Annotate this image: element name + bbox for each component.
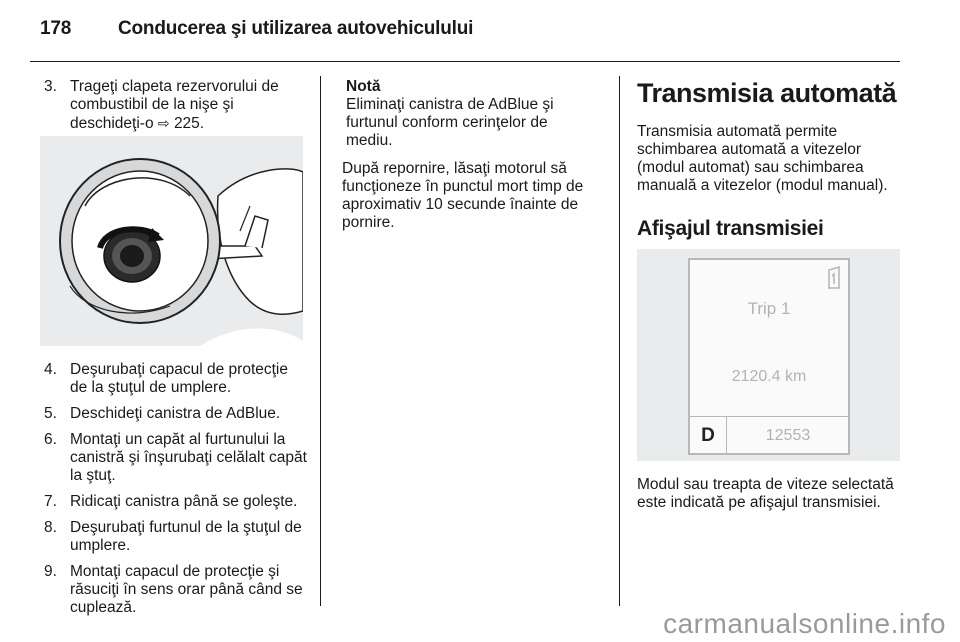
transmission-display-figure	[637, 249, 900, 461]
step-text: Ridicaţi canistra până se goleşte.	[70, 493, 298, 510]
subsection-heading: Afişajul transmisiei	[637, 217, 824, 240]
fuel-flap-figure	[40, 136, 303, 346]
caption: Modul sau treapta de viteze selectată este indicată pe afişajul transmisiei.	[637, 476, 894, 511]
step-9	[44, 563, 308, 617]
page-number: 178	[40, 18, 72, 39]
step-number: 6.	[44, 431, 57, 448]
odometer-value: 12553	[765, 427, 811, 444]
step-4	[44, 361, 308, 397]
section-heading: Transmisia automată	[637, 78, 897, 108]
step-number: 5.	[44, 405, 57, 422]
trip-reset-icon	[826, 266, 842, 290]
note-block	[342, 78, 594, 150]
left-column	[44, 78, 306, 141]
gear-row	[690, 416, 848, 454]
fuel-filler-illustration	[40, 136, 303, 346]
page-ref-arrow-icon: ⇨	[157, 115, 170, 131]
note-text: Eliminaţi canistra de AdBlue şi furtunul conform cerinţelor de mediu.	[346, 96, 554, 149]
steps-list	[44, 361, 308, 625]
step-text: Deschideţi canistra de AdBlue.	[70, 405, 281, 422]
step-number: 9.	[44, 563, 57, 580]
step-3	[44, 78, 306, 133]
step-number: 8.	[44, 519, 57, 536]
page-ref: 225.	[173, 115, 205, 132]
transmission-display	[688, 258, 850, 455]
trip-distance: 2120.4 km	[731, 368, 807, 385]
column-divider-left	[320, 76, 321, 606]
step-number: 4.	[44, 361, 57, 378]
step-number: 3.	[44, 78, 57, 95]
step-6	[44, 431, 308, 485]
page-header	[40, 18, 473, 40]
column-divider-right	[619, 76, 620, 606]
step-7	[44, 493, 308, 511]
gear-indicator: D	[690, 417, 727, 454]
page-title: Conducerea şi utilizarea autovehiculului	[118, 18, 474, 39]
step-5	[44, 405, 308, 423]
step-number: 7.	[44, 493, 57, 510]
restart-paragraph: După repornire, lăsaţi motorul să funcţioneze în punctul mort timp de aproximativ 10 secunde înainte de pornire.	[342, 160, 584, 231]
step-text: Montaţi capacul de protecţie şi răsuciţi în sens orar până când se cuplează.	[70, 563, 303, 616]
step-8	[44, 519, 308, 555]
step-text: Deşurubaţi capacul de protecţie de la ştuţul de umplere.	[70, 361, 288, 396]
step-text: Deşurubaţi furtunul de la ştuţul de umplere.	[70, 519, 302, 554]
middle-column	[342, 78, 594, 232]
watermark: carmanualsonline.info	[663, 608, 946, 639]
header-rule	[30, 61, 900, 62]
step-text: Montaţi un capăt al furtunului la canistră şi înşurubaţi celălalt capăt la ştuţ.	[70, 431, 307, 484]
step-text: Trageţi clapeta rezervorului de combustibil de la nişe şi deschideţi-o	[70, 78, 279, 132]
trip-label: Trip 1	[747, 299, 791, 318]
note-title: Notă	[346, 78, 381, 95]
intro-paragraph: Transmisia automată permite schimbarea automată a vitezelor (modul automat) sau schimbarea manuală a vitezelor (modul manual).	[637, 123, 888, 194]
right-column	[637, 78, 907, 241]
